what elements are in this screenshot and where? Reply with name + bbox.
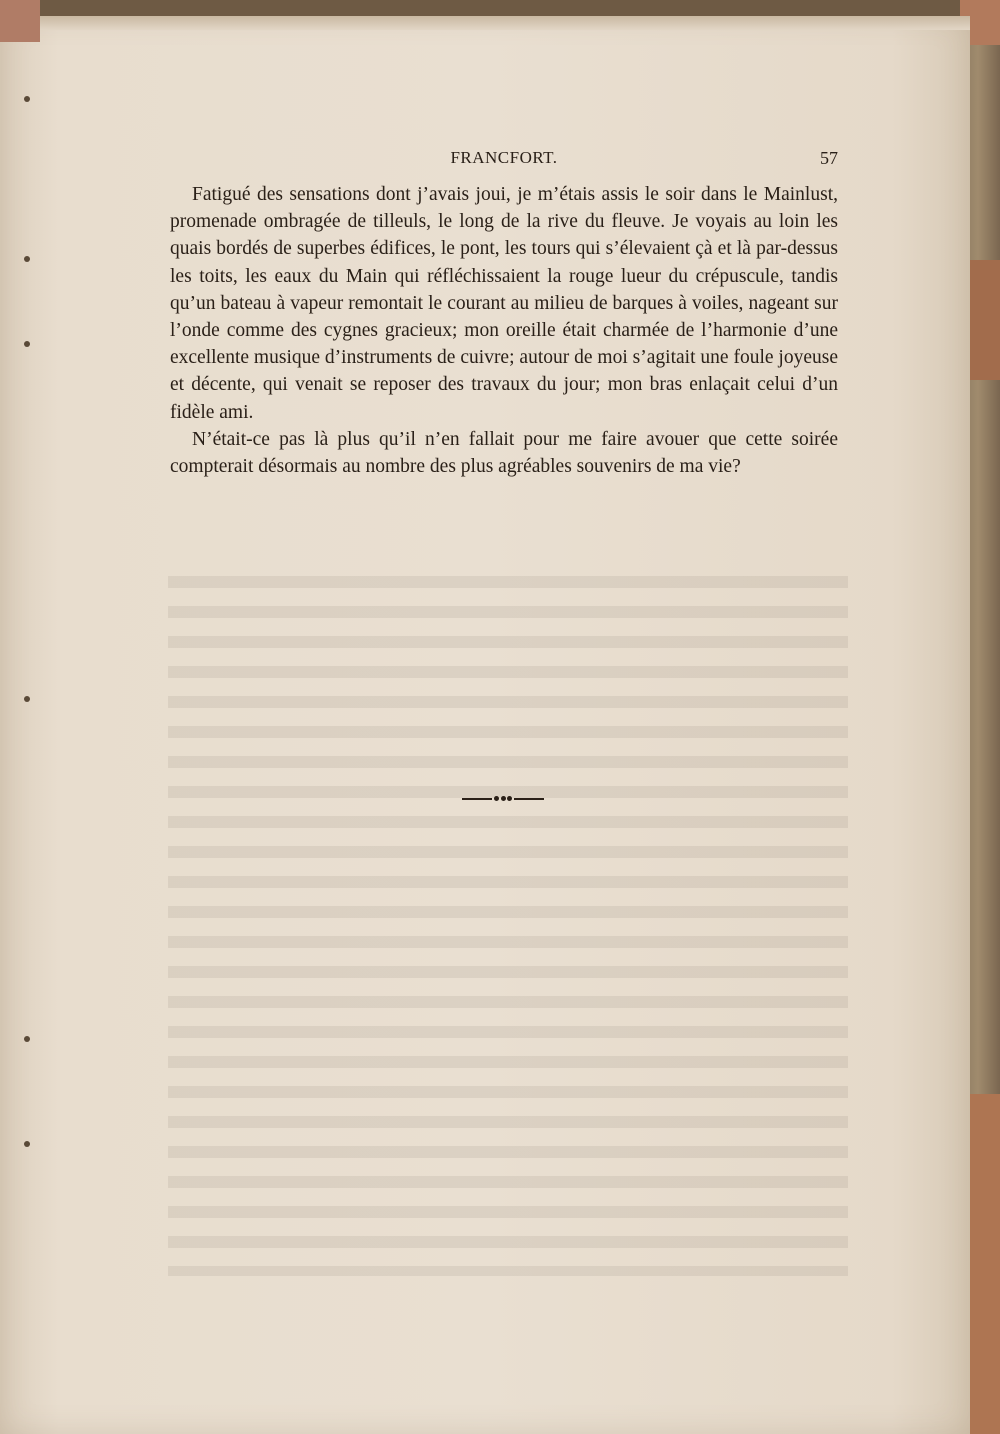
ornament-line-left [462, 798, 492, 800]
binding-mark [24, 96, 30, 102]
cover-corner-top-left [0, 0, 40, 42]
binding-mark [24, 1141, 30, 1147]
cover-patch-right [968, 260, 1000, 380]
binding-mark [24, 341, 30, 347]
ornament-line-right [514, 798, 544, 800]
page-header [170, 148, 838, 178]
show-through-text [168, 576, 848, 1276]
cover-corner-bottom-right [966, 1094, 1000, 1434]
page-top-edge [0, 16, 970, 30]
paragraph-2: N’était-ce pas là plus qu’il n’en fallait pour me faire avouer que cette soirée compterait désormais au nombre des plus agréables souvenirs de ma vie? [170, 428, 838, 478]
page-number: 57 [820, 148, 838, 168]
paragraph-1: Fatigué des sensations dont j’avais joui, je m’étais assis le soir dans le Mainlust, promenade ombragée de tilleuls, le long de la rive du fleuve. Je voyais au loin les quais bordés de superbes édifices, le pont, les tours qui s’élevaient çà et là par-dessus les toits, les eaux du Main qui réfléchissaient la rouge lueur du crépuscule, tandis qu’un bateau à vapeur remontait le courant au milieu de barques à voiles, nageant sur l’onde comme des cygnes gracieux; mon oreille était charmée de l’harmonie d’une excellente musique d’instruments de cuivre; autour de moi s’agitait une foule joyeuse et décente, qui venait se reposer des travaux du jour; mon bras enlaçait celui d’un fidèle ami. [170, 184, 838, 423]
binding-mark [24, 696, 30, 702]
ornament-dot [501, 796, 506, 801]
running-head: FRANCFORT. [450, 148, 558, 167]
ornament-dot [507, 796, 512, 801]
ornament-dot [494, 796, 499, 801]
body-text [170, 181, 838, 480]
end-ornament [462, 795, 544, 803]
binding-mark [24, 256, 30, 262]
binding-mark [24, 1036, 30, 1042]
binding-marks [18, 96, 38, 1396]
